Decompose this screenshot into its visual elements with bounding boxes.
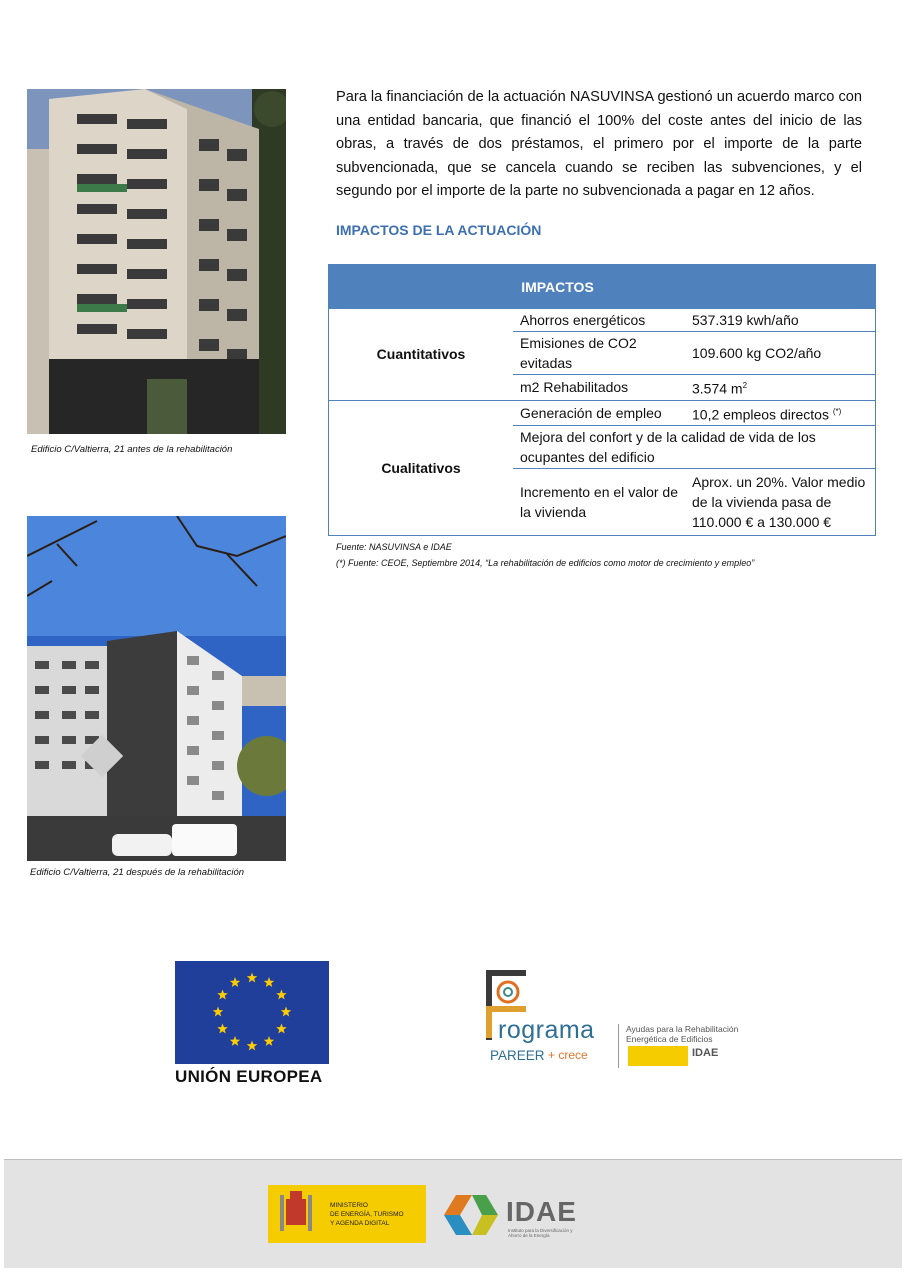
impacts-table (328, 264, 876, 536)
coat-of-arms-icon (278, 1191, 314, 1237)
row-label: Ahorros energéticos (513, 309, 685, 332)
row-value: 3.574 $m^2$ (685, 375, 876, 401)
eu-star-icon (264, 977, 274, 987)
ministerio-badge (268, 1185, 426, 1243)
row-value: 10,2 empleos directos (*) (685, 400, 876, 426)
ministerio-line3: Y AGENDA DIGITAL (330, 1220, 390, 1227)
row-value: Aprox. un 20%. Valor medio de la vivienda pasa de 110.000 € a 130.000 € (685, 469, 876, 536)
eu-star-icon (230, 977, 240, 987)
table-row (329, 400, 876, 426)
building-after-photo (27, 516, 286, 861)
row-value: 109.600 kg CO2/año (685, 332, 876, 375)
eu-star-icon (217, 1024, 227, 1034)
row-label: m2 Rehabilitados (513, 375, 685, 401)
eu-star-icon (213, 1007, 223, 1017)
eu-star-icon (247, 1041, 257, 1051)
financing-paragraph: Para la financiación de la actuación NASUVINSA gestionó un acuerdo marco con una entidad bancaria, que financió el 100% del coste antes del inicio de las obras, a través de dos préstamos, el primero por el importe de la parte subvencionada, que se cancela cuando se reciben las subvenciones, y el segundo por el importe de la parte no subvencionada a pagar en 12 años. (336, 89, 862, 199)
idae-subtitle: Instituto para la Diversificación y Ahorro de la Energía (508, 1228, 573, 1238)
eu-label: UNIÓN EUROPEA (175, 1067, 323, 1086)
eu-star-icon (276, 990, 286, 1000)
before-photo-caption: Edificio C/Valtierra, 21 antes de la rehabilitación (31, 444, 233, 455)
row-value: 537.319 kwh/año (685, 309, 876, 332)
table-row (329, 309, 876, 332)
ayudas-line1: Ayudas para la Rehabilitación (626, 1024, 739, 1034)
row-text: Mejora del confort y de la calidad de vida de los ocupantes del edificio (513, 426, 876, 469)
programa-pareer-logo (484, 968, 754, 1072)
source-note: Fuente: NASUVINSA e IDAE (336, 542, 452, 552)
pareer-word: PAREER (490, 1048, 545, 1063)
eu-star-icon (247, 973, 257, 983)
category-cualitativos: Cualitativos (329, 400, 514, 536)
ministerio-line2: DE ENERGÍA, TURISMO (330, 1211, 404, 1218)
eu-flag-logo (175, 961, 329, 1064)
category-cuantitativos: Cuantitativos (329, 309, 514, 400)
idae-wordmark: IDAE (506, 1196, 577, 1227)
crece-word: + crece (548, 1048, 588, 1062)
eu-star-icon (264, 1036, 274, 1046)
table-header: IMPACTOS (329, 265, 876, 310)
row-label: Emisiones de CO2 evitadas (513, 332, 685, 375)
eu-star-icon (230, 1036, 240, 1046)
ayudas-line2: Energética de Edificios (626, 1034, 713, 1044)
eu-star-icon (217, 990, 227, 1000)
ministerio-line1: MINISTERIO (330, 1202, 368, 1209)
programa-word: rograma (498, 1016, 595, 1044)
small-idae-mark: IDAE (692, 1047, 719, 1059)
idae-emblem-icon (436, 1191, 502, 1239)
source-note-footnote: (*) Fuente: CEOE, Septiembre 2014, “La rehabilitación de edificios como motor de crecimiento y empleo” (336, 558, 755, 568)
table-header-row (329, 265, 876, 310)
after-photo-caption: Edificio C/Valtierra, 21 después de la rehabilitación (30, 867, 245, 878)
footer-band (4, 1159, 902, 1268)
row-label: Incremento en el valor de la vivienda (513, 469, 685, 536)
row-label: Generación de empleo (513, 400, 685, 426)
logo-divider (618, 1024, 619, 1068)
small-ministerio-badge (628, 1046, 688, 1066)
eu-star-icon (281, 1007, 291, 1017)
section-heading: IMPACTOS DE LA ACTUACIÓN (336, 222, 542, 238)
eu-star-icon (276, 1024, 286, 1034)
building-before-photo (27, 89, 286, 434)
